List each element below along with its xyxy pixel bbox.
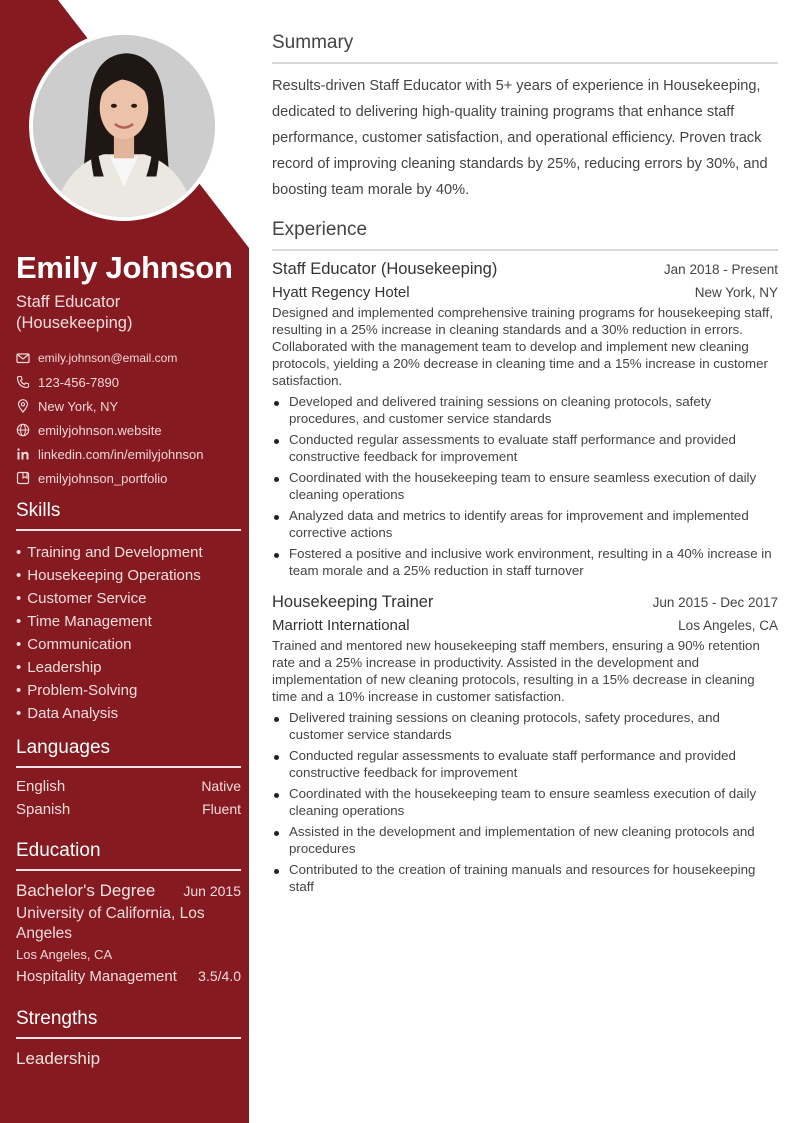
globe-icon	[16, 423, 30, 437]
job-company: Hyatt Regency Hotel	[272, 284, 410, 301]
job-bullet: Coordinated with the housekeeping team to ensure seamless execution of daily cleaning operations	[272, 469, 778, 503]
language-name: English	[16, 778, 66, 795]
job-location: New York, NY	[694, 285, 778, 300]
job-bullet: Assisted in the development and implementation of new cleaning protocols and procedures	[272, 823, 778, 857]
summary-text: Results-driven Staff Educator with 5+ years of experience in Housekeeping, dedicated to delivering high-quality training programs that enhance staff performance, customer satisfaction, and operational efficiency. Proven track record of improving cleaning standards by 25%, reducing errors by 30%, and boosting team morale by 40%.	[272, 78, 768, 198]
language-row	[16, 801, 241, 824]
education-heading: Education	[16, 840, 241, 871]
job-location: Los Angeles, CA	[678, 618, 778, 633]
contact-portfolio[interactable]	[16, 466, 241, 490]
job-dates: Jan 2018 - Present	[663, 262, 778, 277]
languages-section	[16, 737, 241, 824]
education-school: University of California, Los Angeles	[16, 905, 205, 942]
job-bullet: Delivered training sessions on cleaning protocols, safety procedures, and customer service standards	[272, 709, 778, 743]
contact-phone-text: 123-456-7890	[38, 374, 119, 390]
strengths-section	[16, 1008, 241, 1069]
avatar	[29, 31, 219, 221]
job-bullet: Fostered a positive and inclusive work environment, resulting in a 40% increase in team morale and a 25% reduction in staff turnover	[272, 545, 778, 579]
job-bullet: Analyzed data and metrics to identify areas for improvement and implemented corrective actions	[272, 507, 778, 541]
linkedin-icon	[16, 447, 30, 461]
education-degree-row	[16, 881, 241, 901]
skill-item: • Customer Service	[16, 587, 241, 610]
education-gpa: 3.5/4.0	[198, 968, 241, 984]
language-name: Spanish	[16, 801, 71, 818]
contact-portfolio-text: emilyjohnson_portfolio	[38, 470, 168, 486]
experience-heading: Experience	[272, 219, 778, 251]
job-bullet: Coordinated with the housekeeping team to ensure seamless execution of daily cleaning operations	[272, 785, 778, 819]
job-description: Designed and implemented comprehensive training programs for housekeeping staff, resulting in a 25% increase in cleaning standards and a 30% reduction in errors. Collaborated with the management team to develop and implement new cleaning protocols, yielding a 20% decrease in cleaning time and a 15% increase in customer satisfaction.	[272, 305, 773, 388]
contact-email-text: emily.johnson@email.com	[38, 351, 178, 365]
contact-website-text: emilyjohnson.website	[38, 422, 162, 438]
job-bullet: Contributed to the creation of training manuals and resources for housekeeping staff	[272, 861, 778, 895]
education-degree: Bachelor's Degree	[16, 881, 156, 900]
contact-website[interactable]	[16, 418, 241, 442]
language-row	[16, 778, 241, 801]
candidate-name: Emily Johnson	[16, 250, 233, 285]
job-dates: Jun 2015 - Dec 2017	[652, 595, 778, 610]
job-subheader	[272, 617, 778, 634]
languages-heading: Languages	[16, 737, 241, 768]
job-header	[272, 260, 778, 279]
job-subheader	[272, 284, 778, 301]
contact-list	[16, 346, 241, 490]
contact-location-text: New York, NY	[38, 398, 119, 414]
education-field: Hospitality Management	[16, 968, 177, 985]
strengths-heading: Strengths	[16, 1008, 241, 1039]
job-bullets	[272, 709, 778, 895]
phone-icon	[16, 375, 30, 389]
language-level: Native	[201, 778, 241, 794]
location-icon	[16, 399, 30, 413]
job-title: Housekeeping Trainer	[272, 593, 434, 611]
email-icon	[16, 351, 30, 365]
job-entry	[272, 260, 778, 579]
skill-item: • Problem-Solving	[16, 679, 241, 702]
summary-heading: Summary	[272, 32, 778, 64]
job-bullet: Conducted regular assessments to evaluate staff performance and provided constructive feedback for improvement	[272, 747, 778, 781]
summary-section	[272, 32, 778, 203]
skills-section	[16, 500, 241, 725]
skill-item: • Housekeeping Operations	[16, 564, 241, 587]
experience-section	[272, 219, 778, 899]
job-company: Marriott International	[272, 617, 410, 634]
skill-item: • Communication	[16, 633, 241, 656]
job-bullet: Conducted regular assessments to evaluate staff performance and provided constructive feedback for improvement	[272, 431, 778, 465]
contact-location	[16, 394, 241, 418]
contact-phone[interactable]	[16, 370, 241, 394]
job-entry	[272, 593, 778, 895]
candidate-title: Staff Educator (Housekeeping)	[16, 293, 133, 332]
education-date: Jun 2015	[183, 883, 241, 899]
job-description: Trained and mentored new housekeeping staff members, ensuring a 90% retention rate and a 25% increase in productivity. Assisted in the development and implementation of new cleaning protocols, resulting in a 15% decrease in cleaning time and a 10% increase in customer satisfaction.	[272, 638, 760, 704]
job-bullets	[272, 393, 778, 579]
skill-item: • Time Management	[16, 610, 241, 633]
education-section	[16, 840, 241, 985]
language-level: Fluent	[202, 801, 241, 817]
contact-linkedin-text: linkedin.com/in/emilyjohnson	[38, 446, 204, 462]
strength-item: Leadership	[16, 1049, 101, 1068]
sidebar	[0, 0, 249, 1123]
skill-item: • Training and Development	[16, 541, 241, 564]
skills-heading: Skills	[16, 500, 241, 531]
education-location: Los Angeles, CA	[16, 947, 113, 962]
contact-linkedin[interactable]	[16, 442, 241, 466]
job-bullet: Developed and delivered training sessions on cleaning protocols, safety procedures, and customer service standards	[272, 393, 778, 427]
skill-item: • Data Analysis	[16, 702, 241, 725]
skill-item: • Leadership	[16, 656, 241, 679]
contact-email[interactable]	[16, 346, 241, 370]
portfolio-icon	[16, 471, 30, 485]
job-header	[272, 593, 778, 612]
profile-photo	[33, 35, 215, 217]
education-field-row	[16, 968, 241, 985]
job-title: Staff Educator (Housekeeping)	[272, 260, 498, 278]
skills-list	[16, 541, 241, 725]
